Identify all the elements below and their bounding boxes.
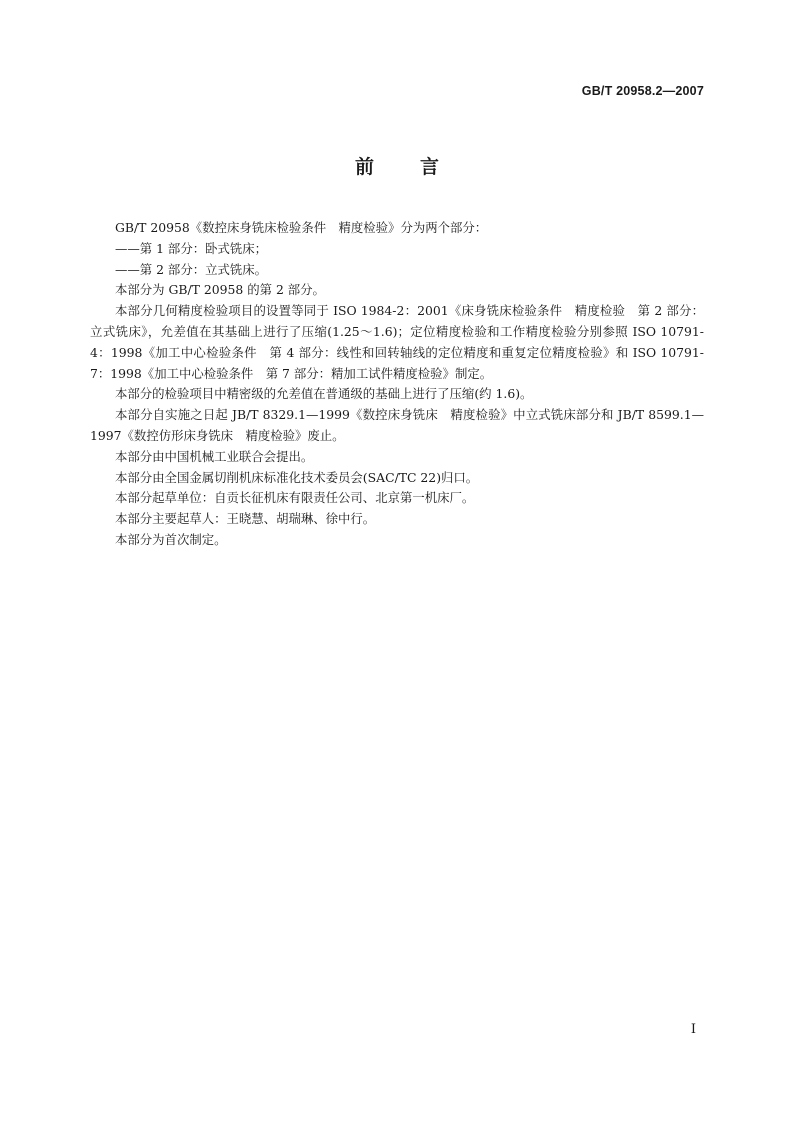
paragraph-drafting-units: 本部分起草单位：自贡长征机床有限责任公司、北京第一机床厂。 xyxy=(115,490,475,506)
paragraph-supersedes: 本部分自实施之日起 JB/T 8329.1—1999《数控床身铣床 精度检验》中立式铣床部分和 JB/T 8599.1—1997《数控仿形床身铣床 精度检验》废止。 xyxy=(90,407,704,443)
page-number: I xyxy=(690,1022,696,1037)
paragraph-drafters: 本部分主要起草人：王晓慧、胡瑞琳、徐中行。 xyxy=(115,511,376,527)
paragraph-proposed-by: 本部分由中国机械工业联合会提出。 xyxy=(115,448,314,464)
standard-number: GB/T 20958.2—2007 xyxy=(581,84,704,98)
paragraph-administered-by: 本部分由全国金属切削机床标准化技术委员会(SAC/TC 22)归口。 xyxy=(115,469,479,485)
paragraph-parts-intro: GB/T 20958《数控床身铣床检验条件 精度检验》分为两个部分： xyxy=(115,220,488,235)
page-title: 前言 xyxy=(354,156,485,178)
paragraph-part-1: ——第 1 部分：卧式铣床； xyxy=(115,240,268,256)
foreword-body xyxy=(90,218,704,551)
paragraph-precision-grade: 本部分的检验项目中精密级的允差值在普通级的基础上进行了压缩(约 1.6)。 xyxy=(115,386,533,402)
paragraph-this-part: 本部分为 GB/T 20958 的第 2 部分。 xyxy=(115,282,325,298)
paragraph-first-edition: 本部分为首次制定。 xyxy=(115,531,227,547)
paragraph-part-2: ——第 2 部分：立式铣床。 xyxy=(115,261,268,277)
paragraph-equivalence: 本部分几何精度检验项目的设置等同于 ISO 1984-2：2001《床身铣床检验条件 精度检验 第 2 部分：立式铣床》，允差值在其基础上进行了压缩(1.25～1.6)；定位精度检验和工作精度检验分别参照 ISO 10791-4：1998《加工中心检验条件 第 4 部分：线性和回转轴线的定位精度和重复定位精度检验》和 ISO 10791-7：1998《加工中心检验条件 第 7 部分：精加工试件精度检验》制定。 xyxy=(90,303,704,381)
